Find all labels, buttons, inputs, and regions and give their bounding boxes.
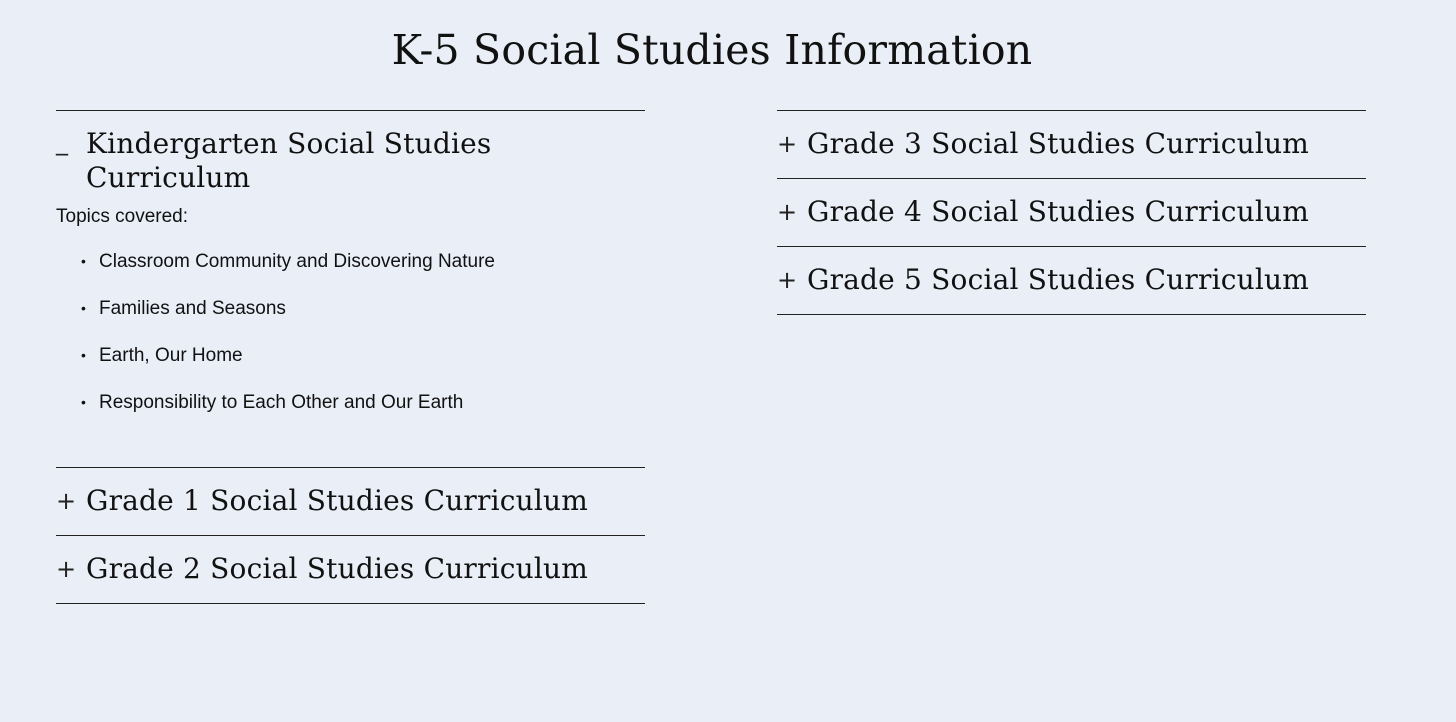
expand-icon[interactable]: + bbox=[777, 266, 798, 294]
expand-icon[interactable]: + bbox=[56, 555, 77, 583]
topics-label: Topics covered: bbox=[56, 206, 189, 227]
accordion-title-grade-3[interactable]: Grade 3 Social Studies Curriculum bbox=[807, 127, 1310, 160]
accordion-title-grade-5[interactable]: Grade 5 Social Studies Curriculum bbox=[807, 263, 1310, 296]
expand-icon[interactable]: + bbox=[777, 130, 798, 158]
accordion-item-grade-1 bbox=[56, 467, 645, 535]
topic-text: Classroom Community and Discovering Nature bbox=[99, 251, 495, 272]
accordion-header-grade-3[interactable] bbox=[777, 111, 1366, 178]
topic-item bbox=[81, 243, 499, 280]
bullet-icon: • bbox=[81, 300, 86, 316]
accordion-header-kindergarten[interactable] bbox=[56, 111, 645, 205]
accordion-item-kindergarten bbox=[56, 110, 645, 467]
collapse-icon[interactable]: _ bbox=[56, 128, 68, 156]
expand-icon[interactable]: + bbox=[777, 198, 798, 226]
accordion-header-grade-1[interactable] bbox=[56, 468, 645, 535]
accordion-title-grade-2[interactable]: Grade 2 Social Studies Curriculum bbox=[86, 552, 589, 585]
right-accordion bbox=[777, 110, 1366, 315]
accordion-header-grade-5[interactable] bbox=[777, 247, 1366, 314]
bullet-icon: • bbox=[81, 394, 86, 410]
page-title: K-5 Social Studies Information bbox=[391, 26, 1033, 74]
topic-text: Families and Seasons bbox=[99, 298, 286, 319]
topic-item bbox=[81, 337, 499, 374]
left-accordion bbox=[56, 110, 645, 604]
accordion-item-grade-3 bbox=[777, 110, 1366, 178]
topic-text: Earth, Our Home bbox=[99, 345, 243, 366]
accordion-title-kindergarten[interactable]: Kindergarten Social Studies Curriculum bbox=[86, 127, 492, 194]
accordion-title-grade-4[interactable]: Grade 4 Social Studies Curriculum bbox=[807, 195, 1310, 228]
expand-icon[interactable]: + bbox=[56, 487, 77, 515]
topic-text: Responsibility to Each Other and Our Earth bbox=[99, 392, 464, 413]
topic-list bbox=[56, 243, 499, 421]
accordion-header-grade-2[interactable] bbox=[56, 536, 645, 603]
topic-item bbox=[81, 290, 499, 327]
accordion-title-grade-1[interactable]: Grade 1 Social Studies Curriculum bbox=[86, 484, 589, 517]
accordion-panel-kindergarten bbox=[56, 205, 645, 467]
accordion-item-grade-5 bbox=[777, 246, 1366, 315]
topic-item bbox=[81, 384, 499, 421]
bullet-icon: • bbox=[81, 253, 86, 269]
bullet-icon: • bbox=[81, 347, 86, 363]
accordion-item-grade-2 bbox=[56, 535, 645, 604]
accordion-header-grade-4[interactable] bbox=[777, 179, 1366, 246]
accordion-item-grade-4 bbox=[777, 178, 1366, 246]
